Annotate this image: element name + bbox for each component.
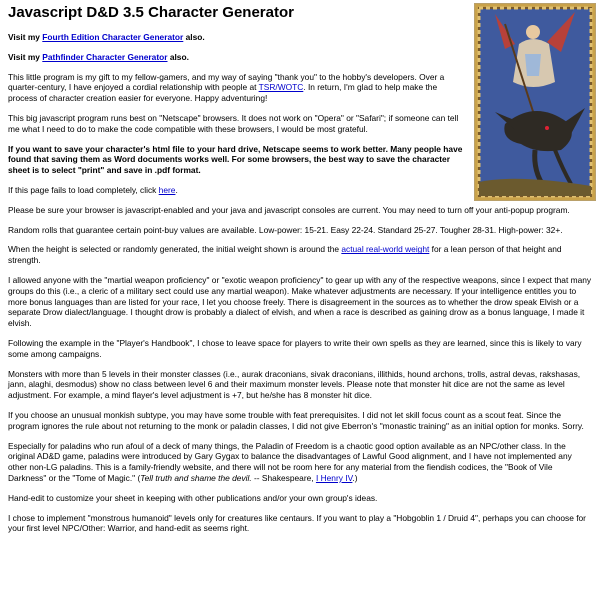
real-world-weight-link[interactable]: actual real-world weight (341, 244, 430, 255)
hand-edit-paragraph: Hand-edit to customize your sheet in keeping with other publications and/or your own group's ideas. (8, 492, 378, 503)
height-paragraph: When the height is selected or randomly generated, the initial weight shown is around the actual real-world weight for a lean person of that height and strength. (8, 244, 562, 266)
illustration-svg (475, 4, 595, 200)
browser-paragraph: This big javascript program runs best on "Netscape" browsers. It does not work on "Opera" or "Safari"; if someone can tell me what I need to do to make the code compatible with these browsers, I would be most grateful. (8, 112, 459, 134)
henry-iv-link[interactable]: I Henry IV (315, 472, 353, 483)
spells-paragraph: Following the example in the "Player's Handbook", I chose to leave space for players to write their own spells as they are learned, since this is likely to vary some among campaigns. (8, 337, 582, 359)
paladin-paragraph: Especially for paladins who run afoul of a deck of many things, the Paladin of Freedom is a chaotic good option available as an NPC/other class. In the original AD&D game, paladins were introduced by Gary Gygax to balance the disadvantages of Lawful Good alignment, and I have not implemented any other non-LG paladins. This is a family-friendly website, and there will not be room here for any material from the fiendish codices, the "Book of Vile Darkness" or the "Tome of Magic." (Tell truth and shame the devil. -- Shakespeare, I Henry IV.) (8, 440, 572, 483)
here-link[interactable]: here (158, 184, 176, 195)
gift-paragraph: This little program is my gift to my fellow-gamers, and my way of saying "thank you" to the hobby's developers. Over a quarter-century, I have enjoyed a cordial relationship with people at TSR/WOTC. In return, I'm glad to help make the process of character creation easier for everyone. Happy adventuring! (8, 71, 445, 104)
tsr-wotc-link[interactable]: TSR/WOTC (258, 82, 304, 93)
javascript-paragraph: Please be sure your browser is javascript-enabled and your java and javascript consoles are current. You may need to turn off your anti-popup program. (8, 204, 570, 215)
save-paragraph: If you want to save your character's html file to your hard drive, Netscape seems to work better. Many people have found that saving them as Word documents works well. For some browsers, the best way to save the character sheet is to select "print" and save in .pdf format. (8, 143, 463, 176)
page-title: Javascript D&D 3.5 Character Generator (8, 4, 294, 21)
fourth-edition-link[interactable]: Fourth Edition Character Generator (42, 32, 184, 42)
random-rolls-paragraph: Random rolls that guarantee certain point-buy values are available. Low-power: 15-21. Easy 22-24. Standard 25-27. Tougher 28-31. High-power: 32+. (8, 224, 563, 235)
martial-paragraph: I allowed anyone with the "martial weapon proficiency" or "exotic weapon proficiency" to gear up with any of the respective weapons, since I expect that many groups do this (i.e., a cleric of a military sect could use any martial weapon). Make whatever adjustments are necessary. If your intelligence entitles you to more bonus languages than are listed for your race, I let you choose freely. There is disagreement in the sources as to whether the drow speak Elvish or a separate Drow dialect/language. I thought drow is probably a dialect of elvish, and when a race is described as gaining drow as a bonus language, I made it elvish. (8, 274, 592, 329)
angel-dragon-illustration (474, 3, 596, 201)
pathfinder-link[interactable]: Pathfinder Character Generator (42, 51, 168, 62)
monk-paragraph: If you choose an unusual monkish subtype, you may have some trouble with feat prerequisites. I did not let skill focus count as a scout feat. Since the program ignores the rule about not returning to the monk or paladin classes, I did not give Eberron's "monastic training" as an initial option for monks. Sorry. (8, 409, 584, 431)
pathfinder-paragraph: Visit my Pathfinder Character Generator also. (8, 51, 189, 62)
monsters-paragraph: Monsters with more than 5 levels in their monster classes (i.e., aurak draconians, sivak draconians, illithids, hound archons, trolls, astral devas, rakshasas, jann, alaghi, desmodus) show no class between level 6 and their maximum monster levels. Please note that monster hit dice are not the same as level adjustment. For example, a mind flayer's level adjustment is +7, but he/she has 8 monster hit dice. (8, 368, 581, 401)
monstrous-paragraph: I chose to implement "monstrous humanoid" levels only for creatures like centaurs. If you want to play a "Hobgoblin 1 / Druid 4", perhaps you can choose for your first level NPC/Other: Warrior, and hand-edit as seems right. (8, 512, 586, 534)
fourth-edition-paragraph: Visit my Fourth Edition Character Generator also. (8, 32, 205, 42)
load-fail-paragraph: If this page fails to load completely, click here. (8, 184, 178, 195)
